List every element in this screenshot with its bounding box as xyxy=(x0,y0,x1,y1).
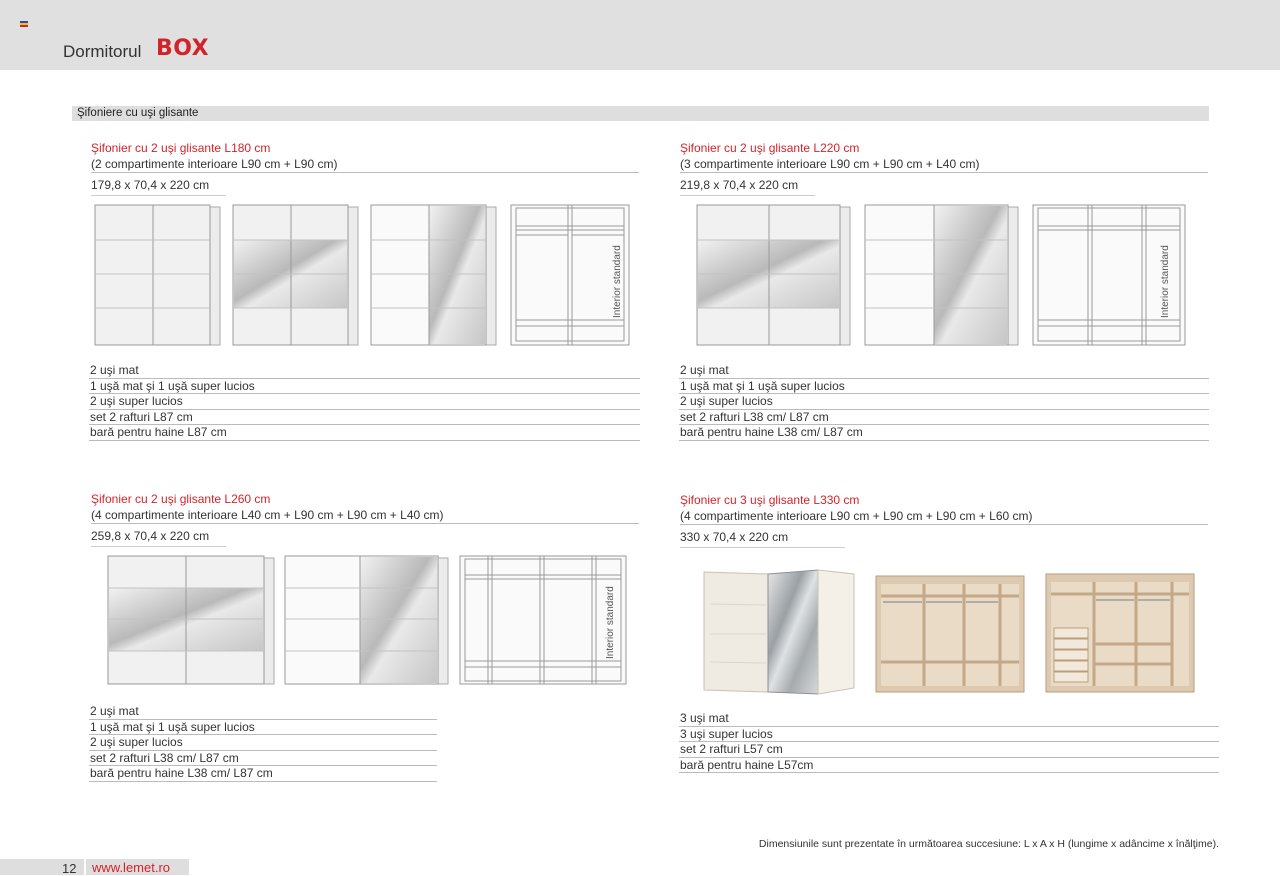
wardrobe-gloss-doors xyxy=(371,205,496,345)
interior-label: Interior standard xyxy=(605,586,616,659)
product-dimensions: 330 x 70,4 x 220 cm xyxy=(680,530,845,548)
product-title: Şifonier cu 2 uşi glisante L220 cm xyxy=(680,141,860,155)
list-item: set 2 rafturi L87 cm xyxy=(89,410,640,426)
list-item: 1 uşă mat şi 1 uşă super lucios xyxy=(89,379,640,395)
product-subtitle: (3 compartimente interioare L90 cm + L90 cm + L40 cm) xyxy=(680,157,1208,173)
wardrobe-gloss-doors xyxy=(865,205,1018,345)
product-dimensions: 259,8 x 70,4 x 220 cm xyxy=(91,529,226,547)
list-item: 2 uşi mat xyxy=(89,704,437,720)
list-item: set 2 rafturi L57 cm xyxy=(679,742,1219,758)
flag-stripe xyxy=(20,25,28,27)
section-bar xyxy=(72,106,1209,121)
options-list xyxy=(89,704,437,782)
dimensions-note: Dimensiunile sunt prezentate în următoarea succesiune: L x A x H (lungime x adâncime x înălţime). xyxy=(758,838,1219,850)
options-list xyxy=(679,363,1209,441)
product-subtitle: (4 compartimente interioare L90 cm + L90 cm + L90 cm + L60 cm) xyxy=(680,509,1208,525)
wardrobe-interior-drawing xyxy=(460,556,626,684)
list-item: bară pentru haine L57cm xyxy=(679,758,1219,774)
product-subtitle: (2 compartimente interioare L90 cm + L90 cm) xyxy=(91,157,639,173)
interior-label: Interior standard xyxy=(1160,245,1171,318)
product-title: Şifonier cu 2 uşi glisante L260 cm xyxy=(91,492,271,506)
list-item: 2 uşi mat xyxy=(89,363,640,379)
list-item: bară pentru haine L87 cm xyxy=(89,425,640,441)
product-dimensions: 179,8 x 70,4 x 220 cm xyxy=(91,178,226,196)
product-subtitle: (4 compartimente interioare L40 cm + L90 cm + L90 cm + L40 cm) xyxy=(91,508,639,524)
list-item: 2 uşi mat xyxy=(679,363,1209,379)
interior-label: Interior standard xyxy=(612,245,623,318)
options-list xyxy=(89,363,640,441)
page-title: Dormitorul xyxy=(63,42,142,61)
wardrobe-photo-interior xyxy=(876,576,1024,692)
list-item: set 2 rafturi L38 cm/ L87 cm xyxy=(679,410,1209,426)
website-link[interactable]: www.lemet.ro xyxy=(92,860,171,875)
wardrobe-illustrations xyxy=(694,202,1194,352)
list-item: bară pentru haine L38 cm/ L87 cm xyxy=(89,766,437,782)
wardrobe-mixed-doors xyxy=(233,205,358,345)
wardrobe-gloss-doors xyxy=(285,556,448,684)
section-title: Şifoniere cu uşi glisante xyxy=(77,107,199,119)
list-item: 2 uşi super lucios xyxy=(89,735,437,751)
language-flag-icon[interactable] xyxy=(20,21,28,27)
list-item: 1 uşă mat şi 1 uşă super lucios xyxy=(679,379,1209,395)
page-number: 12 xyxy=(62,861,77,876)
list-item: 1 uşă mat şi 1 uşă super lucios xyxy=(89,720,437,736)
options-list xyxy=(679,711,1219,773)
product-title: Şifonier cu 3 uşi glisante L330 cm xyxy=(680,493,860,507)
product-dimensions: 219,8 x 70,4 x 220 cm xyxy=(680,178,815,196)
list-item: 3 uşi super lucios xyxy=(679,727,1219,743)
wardrobe-photo-drawers xyxy=(1046,574,1194,692)
wardrobe-photo-closed xyxy=(704,570,854,694)
wardrobe-photos xyxy=(700,566,1200,698)
list-item: set 2 rafturi L38 cm/ L87 cm xyxy=(89,751,437,767)
wardrobe-mixed-doors xyxy=(108,556,274,684)
wardrobe-matt-doors xyxy=(95,205,220,345)
list-item: 2 uşi super lucios xyxy=(89,394,640,410)
list-item: 2 uşi super lucios xyxy=(679,394,1209,410)
product-title: Şifonier cu 2 uşi glisante L180 cm xyxy=(91,141,271,155)
wardrobe-illustrations xyxy=(92,202,642,352)
wardrobe-mixed-doors xyxy=(697,205,850,345)
brand-logo: BOX xyxy=(156,36,210,61)
wardrobe-illustrations xyxy=(105,553,635,693)
list-item: bară pentru haine L38 cm/ L87 cm xyxy=(679,425,1209,441)
list-item: 3 uşi mat xyxy=(679,711,1219,727)
